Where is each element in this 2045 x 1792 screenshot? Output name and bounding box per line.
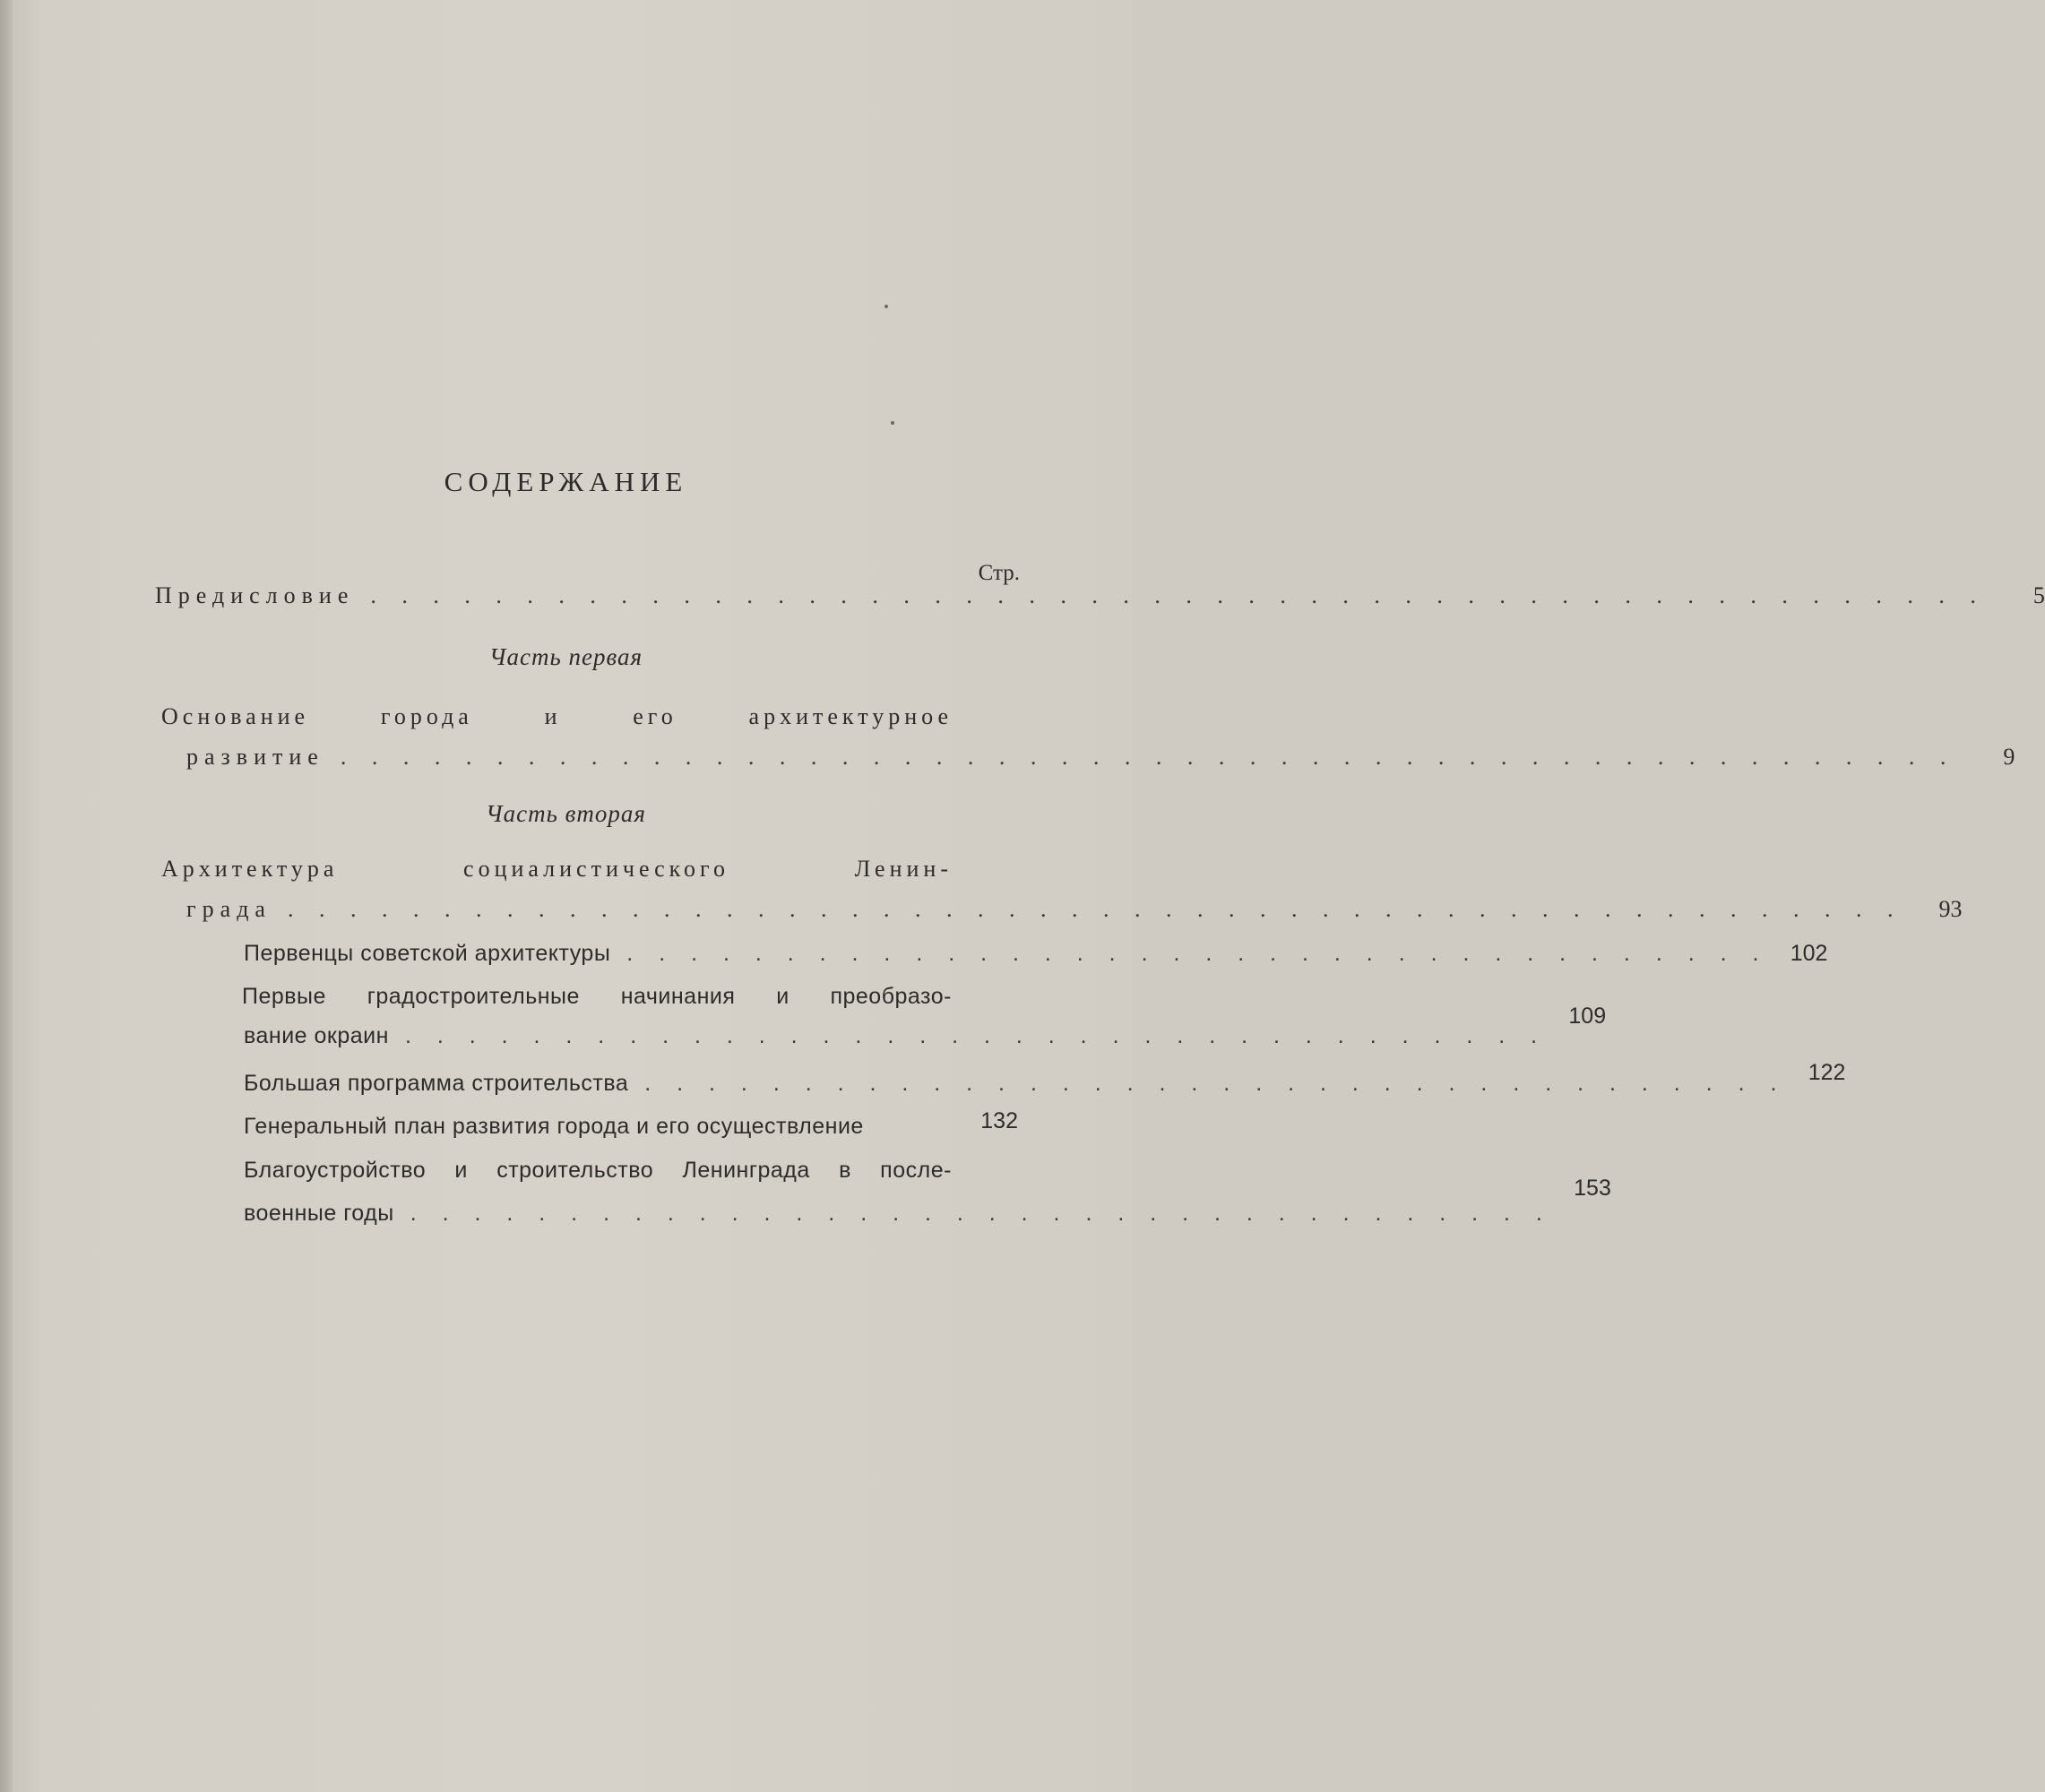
toc-entry-title: вание окраин: [244, 1023, 389, 1048]
toc-subsection-5-line1[interactable]: [244, 1158, 952, 1184]
toc-word: Ленинграда: [682, 1158, 810, 1183]
toc-word: Архитектура: [161, 856, 339, 882]
toc-word: и: [544, 703, 562, 729]
toc-entry-title: Генеральный план развития города и его осуществление: [244, 1114, 864, 1139]
leader-dots: . . . . . . . . . . . . . . . . . . . . . . . . . . . . . . . . . . . . . . . . . . . . . . . . . . . .: [340, 744, 1956, 770]
toc-entry-preface[interactable]: [155, 582, 2045, 609]
leader-dots: . . . . . . . . . . . . . . . . . . . . . . . . . . . . . . . . . . . . . . . . . . . . . . . . . . . .: [370, 582, 1986, 608]
toc-word: строительство: [496, 1158, 654, 1183]
toc-word: Первые: [242, 984, 326, 1009]
page-column-label: Стр.: [978, 561, 1020, 585]
toc-subsection-5-line2[interactable]: [244, 1176, 1611, 1227]
toc-page-number: 153: [1574, 1176, 1611, 1201]
toc-page-number: 132: [980, 1108, 1018, 1133]
toc-word: в: [839, 1158, 851, 1183]
toc-page-number: 93: [1938, 896, 1963, 922]
toc-entry-part-one-line2[interactable]: [186, 744, 2015, 771]
paper-speck: [884, 305, 888, 308]
paper-speck: [891, 421, 894, 425]
toc-entry-title: Первенцы советской архитектуры: [244, 941, 611, 966]
toc-word: города: [380, 703, 473, 729]
leader-dots: . . . . . . . . . . . . . . . . . . . . . . . . . . . . . . . . . . . . . . . . . . . . . . . . . . . .: [287, 896, 1903, 922]
toc-page-number: 109: [1568, 1004, 1607, 1029]
toc-word: архитектурное: [748, 703, 953, 729]
toc-page-number: 102: [1790, 941, 1828, 966]
toc-subsection-3[interactable]: [244, 1060, 1846, 1097]
toc-word: Основание: [161, 703, 310, 729]
leader-dots: . . . . . . . . . . . . . . . . . . . . . . . . . . . . . . . . . . . .: [644, 1071, 1787, 1096]
toc-entry-title: Большая программа строительства: [244, 1071, 629, 1096]
toc-word: после-: [880, 1158, 952, 1183]
toc-page-number: 9: [2003, 744, 2015, 770]
toc-entry-title: развитие: [186, 744, 324, 770]
toc-word: преобразо-: [830, 984, 952, 1009]
part-two-label: Часть вторая: [486, 800, 646, 827]
part-one-label: Часть первая: [488, 643, 643, 670]
leader-dots: . . . . . . . . . . . . . . . . . . . . . . . . . . . . . . . . . . . .: [626, 941, 1769, 966]
toc-subsection-4[interactable]: [244, 1108, 1018, 1140]
toc-entry-part-one-line1[interactable]: [161, 703, 953, 730]
toc-word: начинания: [620, 984, 736, 1009]
toc-page-number: 5: [2032, 582, 2045, 608]
toc-word: градостроительные: [367, 984, 580, 1009]
toc-subsection-2-line2[interactable]: [244, 1004, 1607, 1049]
toc-word: Ленин-: [854, 856, 953, 882]
toc-word: социалистического: [463, 856, 730, 882]
toc-entry-part-two-line2[interactable]: [186, 896, 1963, 923]
toc-entry-part-two-line1[interactable]: [161, 856, 953, 883]
toc-entry-title: военные годы: [244, 1201, 394, 1226]
toc-page-number: 122: [1808, 1060, 1846, 1085]
toc-entry-title: града: [186, 896, 272, 922]
toc-word: и: [776, 984, 790, 1009]
toc-word: Благоустройство: [244, 1158, 427, 1183]
leader-dots: . . . . . . . . . . . . . . . . . . . . . . . . . . . . . . . . . . . .: [404, 1023, 1548, 1048]
toc-word: и: [454, 1158, 468, 1183]
leader-dots: . . . . . . . . . . . . . . . . . . . . . . . . . . . . . . . . . . . .: [410, 1201, 1552, 1226]
toc-subsection-1[interactable]: [244, 941, 1828, 967]
toc-entry-title: Предисловие: [155, 582, 355, 608]
toc-subsection-2-line1[interactable]: [242, 984, 952, 1010]
page-binding-edge: [0, 0, 13, 1792]
toc-heading: СОДЕРЖАНИЕ: [444, 466, 688, 497]
toc-word: его: [633, 703, 677, 729]
